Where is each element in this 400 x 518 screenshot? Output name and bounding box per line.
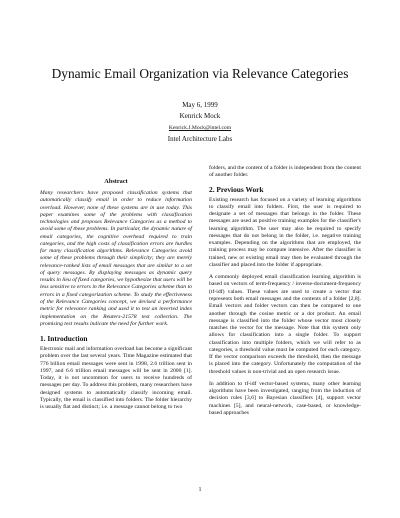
previous-work-paragraph-3: In addition to tf-idf vector-based systems, many other learning algorithms have been investigated, ranging from the induction of decision rules [3,6] to Bayesian classifiers [4], support vector machines [5], and neural-network, case-based, or knowledge-based approaches xyxy=(209,380,361,416)
previous-work-paragraph-1: Existing research has focused on a variety of learning algorithms to classify email into folders. First, the user is required to designate a set of messages that belongs in the folder. These messages are used as positive training examples for the classifier's learning algorithm. The user may also be required to specify messages that do not belong in the folder, i.e. negative training examples. Depending on the algorithms that are employed, the training process may be compute intensive. After the classifier is trained, new or existing email may then be evaluated through the classifier and placed into the folder if appropriate. xyxy=(209,196,361,268)
page-number: 1 xyxy=(198,487,202,493)
previous-work-paragraph-2: A commonly deployed email classification learning algorithm is based on vectors of term-frequency / inverse-document-frequency (tf-idf) values. These values are used to create a vector that represents both email messages and the contents of a folder [2,8]. Email vectors and folder vectors can then be compared to one another through the cosine metric or a dot product. An email message is classified into the folder whose vector most closely matches the vector for the message. Note that this system only allows for classification into a single folder. To support classification into multiple folders, which we will refer to as categories, a threshold value must be computed for each category. If the vector comparison exceeds the threshold, then the message is placed into the category. Unfortunately the computation of the threshold values is non-trivial and an open research issue. xyxy=(209,274,361,375)
intro-heading: 1. Introduction xyxy=(40,334,88,344)
previous-work-heading: 2. Previous Work xyxy=(209,184,264,194)
paper-affiliation: Intel Architecture Labs xyxy=(167,135,233,143)
author-email-link[interactable]: Kenrick.J.Mock@intel.com xyxy=(168,125,232,131)
paper-title: Dynamic Email Organization via Relevance Categories xyxy=(51,66,349,81)
abstract-heading: Abstract xyxy=(104,178,128,185)
paper-date: May 6, 1999 xyxy=(182,101,218,109)
paper-author: Kenrick Mock xyxy=(179,112,221,120)
left-column xyxy=(40,178,192,416)
abstract-text: Many researchers have proposed classification systems that automatically classify email in order to reduce information overload. However, none of these systems are in use today. This paper examines some of the problems with classification technologies and proposes Relevance Categories as a method to avoid some of these problems. In particular, the dynamic nature of email categories, the cognitive overhead required to train categories, and the high costs of classification errors are hurdles for many classification algorithms. Relevance Categories avoid some of these problems through their simplicity; they are merely relevance-ranked lists of email messages that are similar to a set of query messages. By displaying messages as dynamic query results in lieu of fixed categories, we hypothesize that users will be less sensitive to errors in the Relevance Categories scheme than to errors in a fixed categorization scheme. To study the effectiveness of the Relevance Categories concept, we devised a performance metric for relevance ranking and used it to test an inverted index implementation on the Reuters-21578 test collection. The promising test results indicate the need for further work. xyxy=(40,190,192,327)
right-column xyxy=(209,165,361,422)
continuation-text: folders, and the content of a folder is independent from the content of another folder. xyxy=(209,165,361,179)
intro-text: Electronic mail and information overload has become a significant problem over the last several years. Time Magazine estimated that 776 billion email messages were sent in 1998, 2.6 trillion sent in 1997, and 6.6 trillion email messages will be sent in 2000 [1]. Today, it is not uncommon for users to receive hundreds of messages per day. To address this problem, many researchers have designed systems to automatically classify incoming email. Typically, the email is classified into folders. The folder hierarchy is usually flat and distinct; i.e. a message cannot belong to two xyxy=(40,346,192,411)
